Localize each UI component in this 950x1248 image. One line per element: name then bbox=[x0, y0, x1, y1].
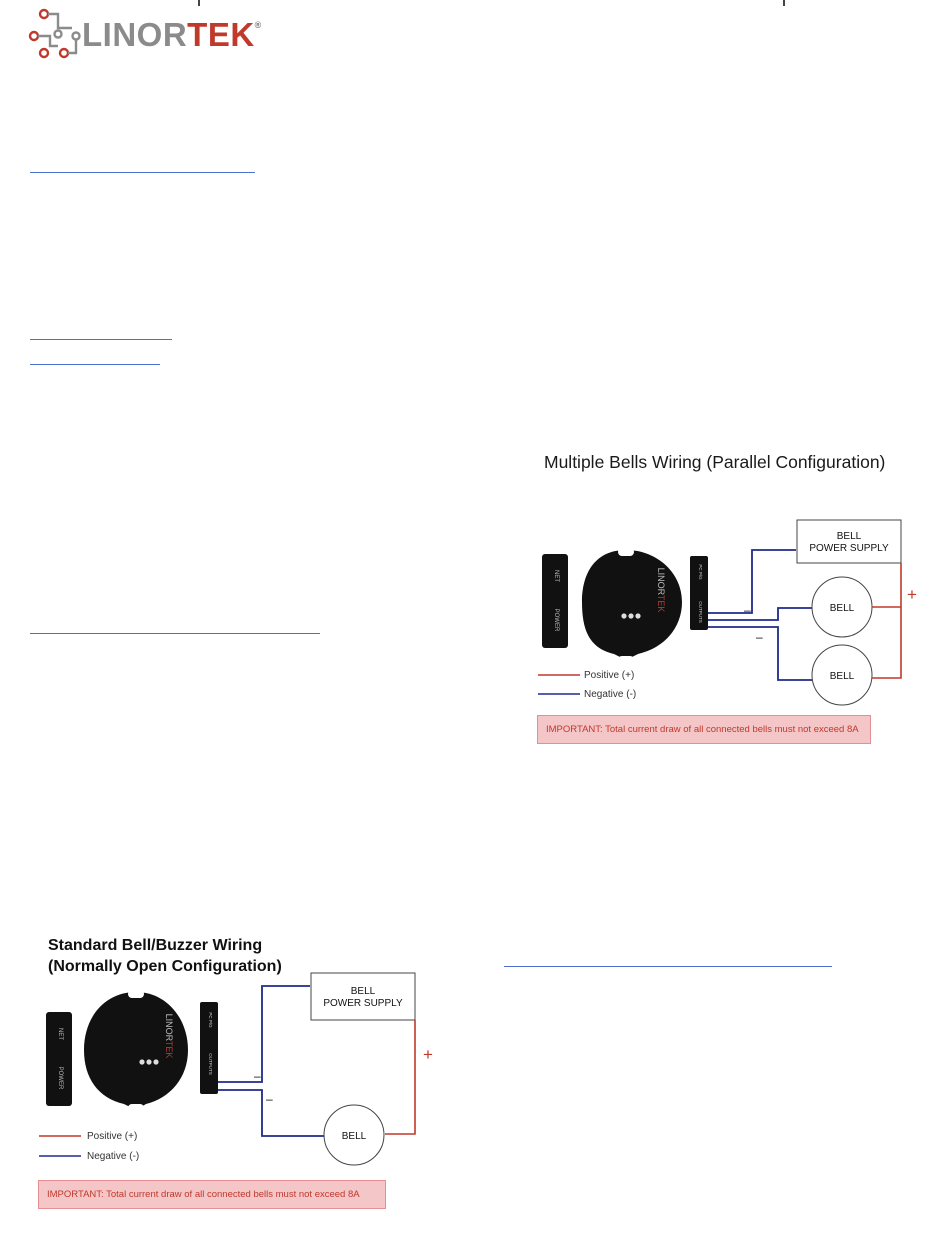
device-brand-label bbox=[164, 1014, 174, 1059]
negative-wire-bells bbox=[708, 608, 812, 620]
circuit-logo-icon bbox=[28, 6, 84, 62]
device-led-2 bbox=[146, 1059, 151, 1064]
device-brand-b: TEK bbox=[656, 594, 666, 613]
device-led-3 bbox=[635, 613, 640, 618]
power-supply-line2: POWER SUPPLY bbox=[809, 543, 889, 554]
bell-2-label: BELL bbox=[829, 671, 855, 682]
device-led-2 bbox=[628, 613, 633, 618]
positive-wire bbox=[385, 1020, 415, 1134]
logo-text-tek: TEK bbox=[187, 16, 255, 53]
minus-sign-2: – bbox=[266, 1092, 273, 1106]
device-terminal-top: PC P/G bbox=[208, 1012, 213, 1028]
power-supply-line2: POWER SUPPLY bbox=[323, 998, 403, 1009]
parallel-warning-banner: IMPORTANT: Total current draw of all connected bells must not exceed 8A bbox=[537, 715, 871, 744]
logo-wordmark bbox=[82, 16, 262, 54]
legend-positive-label: Positive (+) bbox=[87, 1131, 138, 1142]
standard-title-line2: (Normally Open Configuration) bbox=[48, 958, 282, 975]
device-brand-b: TEK bbox=[164, 1040, 174, 1059]
bell-label: BELL bbox=[341, 1131, 367, 1142]
device-body bbox=[582, 550, 682, 660]
hyperlink-underline-3[interactable] bbox=[30, 364, 160, 365]
device-led-3 bbox=[153, 1059, 158, 1064]
hyperlink-underline-1[interactable] bbox=[30, 172, 255, 173]
device-outputs-label: OUTPUTS bbox=[208, 1053, 213, 1075]
device-notch-top bbox=[128, 990, 144, 998]
device-led-1 bbox=[139, 1059, 144, 1064]
device-power-label: POWER bbox=[57, 1066, 63, 1090]
legend-negative-label: Negative (-) bbox=[87, 1151, 140, 1162]
legend-positive-label: Positive (+) bbox=[584, 670, 635, 681]
power-supply-line1: BELL bbox=[836, 531, 862, 542]
device-net-label: NET bbox=[553, 570, 559, 582]
standard-warning-banner: IMPORTANT: Total current draw of all connected bells must not exceed 8A bbox=[38, 1180, 386, 1209]
power-supply-line1: BELL bbox=[350, 986, 376, 997]
minus-sign-2: – bbox=[756, 630, 763, 644]
minus-sign-1: – bbox=[254, 1069, 261, 1083]
device-power-label: POWER bbox=[553, 608, 559, 632]
page-edge-mark-right bbox=[783, 0, 785, 6]
plus-sign: + bbox=[907, 585, 917, 604]
standard-wiring-diagram bbox=[30, 970, 450, 1180]
linortek-logo bbox=[28, 6, 268, 62]
hyperlink-underline-2[interactable] bbox=[30, 339, 172, 340]
plus-sign: + bbox=[423, 1045, 433, 1064]
device-net-label: NET bbox=[57, 1028, 63, 1040]
device-brand-label bbox=[656, 568, 666, 613]
device-left-bar bbox=[46, 1012, 72, 1106]
positive-wire bbox=[872, 563, 901, 678]
device-brand-a: LINOR bbox=[656, 567, 666, 595]
parallel-wiring-diagram bbox=[530, 510, 930, 750]
negative-wire-supply bbox=[708, 550, 796, 613]
legend-negative-label: Negative (-) bbox=[584, 689, 637, 700]
hyperlink-underline-5[interactable] bbox=[504, 966, 832, 967]
parallel-diagram-title: Multiple Bells Wiring (Parallel Configuration) bbox=[544, 452, 886, 472]
device-notch-bottom bbox=[128, 1104, 144, 1112]
registered-mark: ® bbox=[254, 20, 262, 30]
standard-title-line1: Standard Bell/Buzzer Wiring bbox=[48, 937, 263, 954]
device-led-1 bbox=[621, 613, 626, 618]
bell-1-label: BELL bbox=[829, 603, 855, 614]
device-brand-a: LINOR bbox=[164, 1013, 174, 1041]
hyperlink-underline-4[interactable] bbox=[30, 633, 320, 634]
minus-sign-1: – bbox=[744, 603, 751, 617]
logo-text-linor: LINOR bbox=[82, 16, 188, 53]
device-outputs-label: OUTPUTS bbox=[698, 601, 703, 623]
device-left-bar bbox=[542, 554, 568, 648]
negative-wire-supply bbox=[218, 986, 310, 1082]
device-terminal-top: PC P/G bbox=[698, 564, 703, 580]
device-notch-top bbox=[618, 548, 634, 556]
device-notch-bottom bbox=[618, 656, 634, 664]
